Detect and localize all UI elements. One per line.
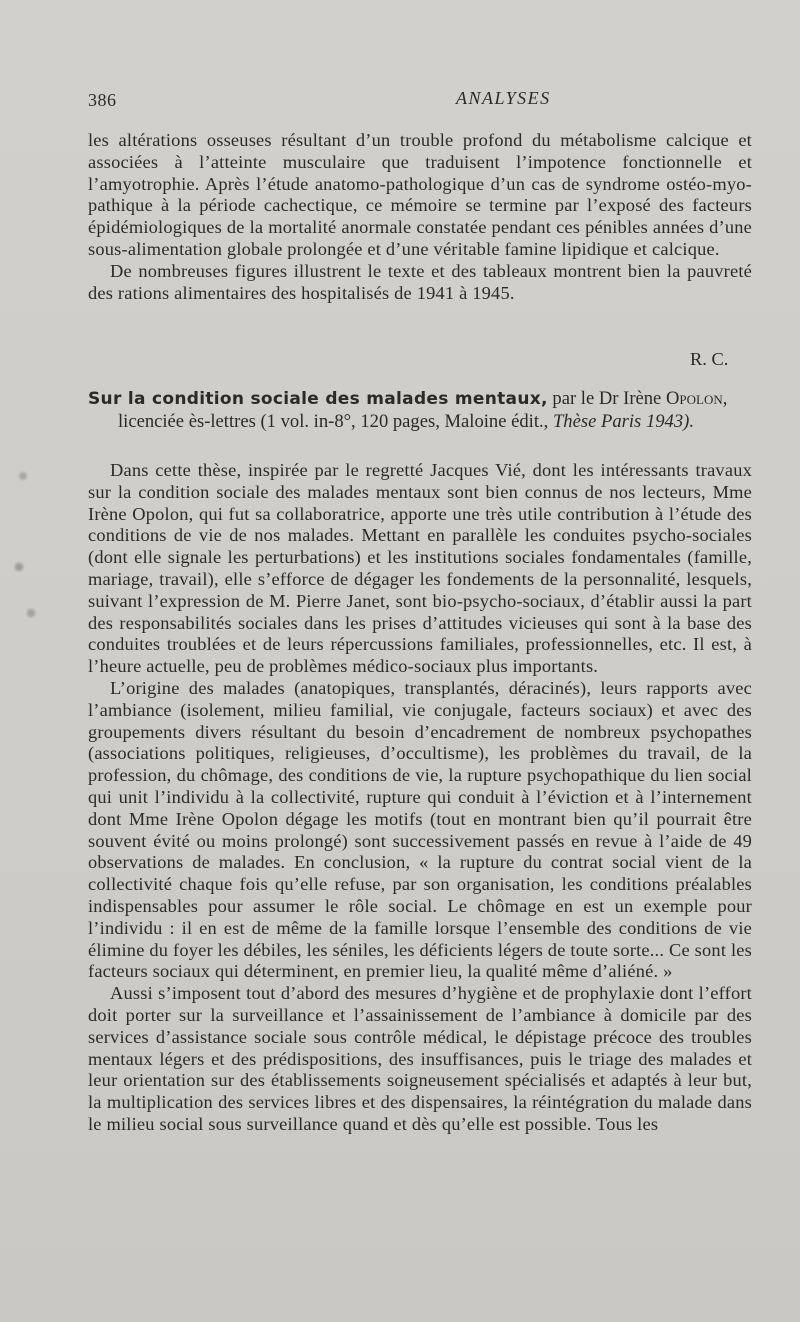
article-heading (88, 388, 768, 433)
intro-paragraph: les altérations osseuses résultant d’un trouble profond du métabolisme calcique et associées à l’atteinte musculaire que traduisent l’impotence fonctionnelle et l’amyotrophie. Après l’étude anatomo-pathologique d’un cas de syndrome ostéo-myo-pathique à la période cachectique, ce mémoire se termine par l’exposé des facteurs épidémiologiques de la mortalité anormale constatée pendant ces pénibles années d’une sous-alimentation globale prolongée et d’une véritable famine lipidique et calcique. (88, 130, 752, 259)
article-title: Sur la condition sociale des malades mentaux, (88, 389, 548, 409)
scan-speck (24, 606, 38, 620)
page-header (88, 88, 768, 112)
article-publication-line (88, 411, 768, 433)
article-publication: licenciée ès-lettres (1 vol. in-8°, 120 pages, Maloine édit., (118, 410, 553, 432)
previous-review-text (88, 130, 752, 304)
article-author: Opolon, (665, 388, 728, 409)
article-thesis: Thèse Paris 1943). (552, 410, 694, 432)
page-number: 386 (88, 90, 117, 110)
article-paragraph: L’origine des malades (anatopiques, transplantés, déracinés), leurs rapports avec l’ambiance (isolement, milieu familial, vie conjugale, facteurs sociaux) et avec des groupements divers résultant du besoin d’encadrement de nombreux psychopathes (associations politiques, religieuses, d’occultisme), les problèmes du travail, de la profession, du chômage, des conditions de vie, la rupture psychopathique du lien social qui unit l’individu à la collectivité, rupture qui conduit à l’éviction et à l’internement dont Mme Irène Opolon dégage les motifs (tout en montrant bien qu’il pourrait être souvent évité ou moins prolongé) sont successivement passés en revue à l’aide de 49 observations de malades. En conclusion, « la rupture du contrat social vient de la collectivité chaque fois qu’elle refuse, par son organisation, les conditions préalables indispensables pour assumer le rôle social. Le chômage en est un exemple pour l’individu : il en est de même de la famille lorsque l’ensemble des conditions de vie élimine du foyer les débiles, les séniles, les déficients légers de toute sorte... Ce sont les facteurs sociaux qui déterminent, en premier lieu, la qualité même d’aliéné. » (88, 677, 752, 982)
article-body (88, 460, 752, 1136)
article-paragraph: Aussi s’imposent tout d’abord des mesures d’hygiène et de prophylaxie dont l’effort doit porter sur la surveillance et l’assainissement de l’ambiance à domicile par des services d’assistance sociale sous contrôle médical, le dépistage précoce des troubles mentaux légers et des prédispositions, des insuffisances, puis le triage des malades et leur orientation sur des établissements soigneusement spécialisés et adaptés à leur but, la multiplication des services libres et des dispensaires, la réintégration du malade dans le milieu social sous surveillance quand et dès qu’elle est possible. Tous les (88, 983, 752, 1134)
article-title-by: par le Dr Irène (547, 388, 666, 409)
scan-speck (12, 560, 26, 574)
scan-speck (16, 470, 30, 482)
running-title: ANALYSES (456, 88, 551, 108)
reviewer-signature: R. C. (690, 349, 729, 369)
article-paragraph: Dans cette thèse, inspirée par le regretté Jacques Vié, dont les intéressants travaux sur la condition sociale des malades mentaux sont bien connus de nos lecteurs, Mme Irène Opolon, qui fut sa collaboratrice, apporte une très utile contribution à l’étude des conditions de vie de nos malades. Mettant en parallèle les conduites psycho-sociales (dont elle signale les perturbations) et les institutions sociales fondamentales (famille, mariage, travail), elle s’efforce de dégager les fondements de la personnalité, lesquels, suivant l’expression de M. Pierre Janet, sont bio-psycho-sociaux, d’établir aussi la part des responsabilités sociales dans les prises d’attitudes vicieuses qui sont à la base des conduites troublées et de leurs répercussions familiales, professionnelles, etc. Il est, à l’heure actuelle, peu de problèmes médico-sociaux plus importants. (88, 460, 752, 677)
intro-paragraph: De nombreuses figures illustrent le texte et des tableaux montrent bien la pauvreté des rations alimentaires des hospitalisés de 1941 à 1945. (88, 260, 752, 303)
